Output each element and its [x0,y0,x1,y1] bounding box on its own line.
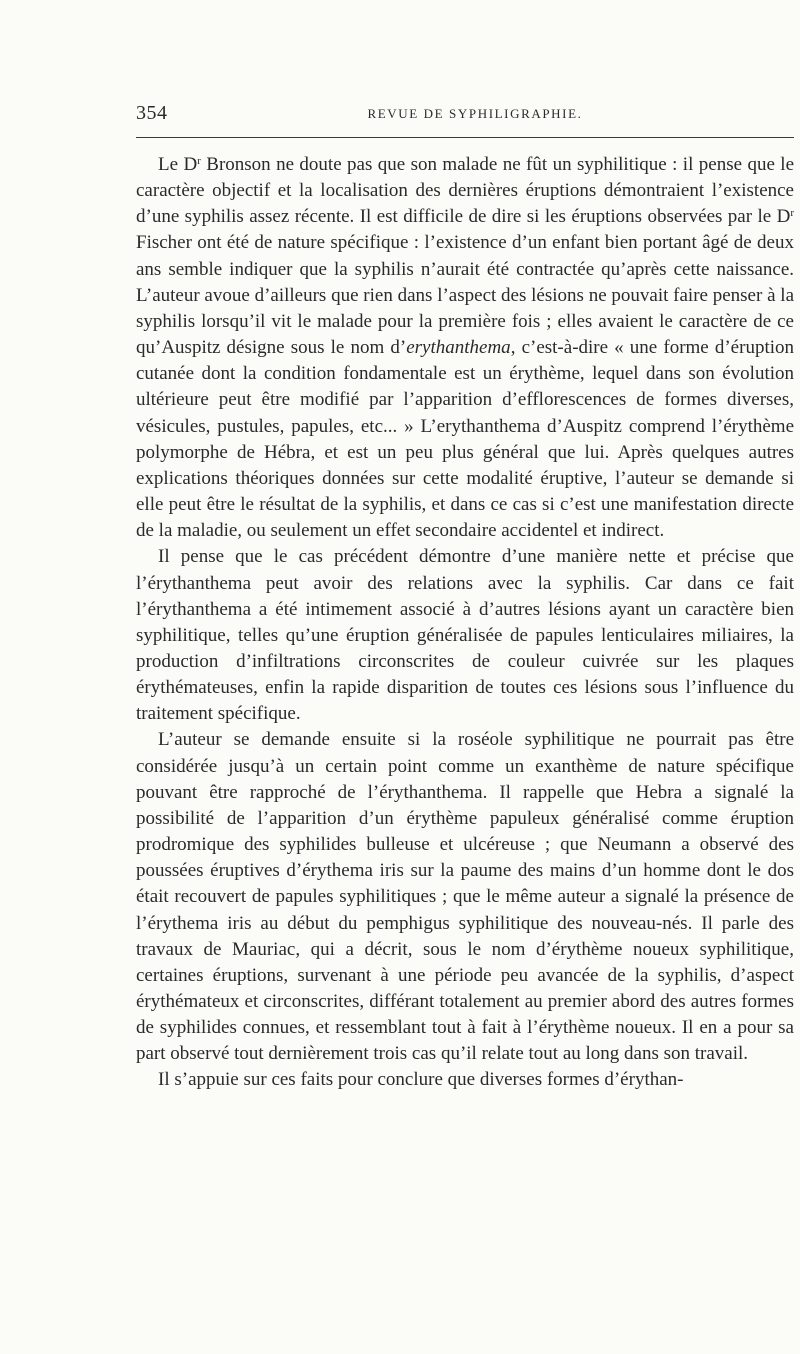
article-body [136,152,794,1094]
text-segment: Fischer ont été de nature spécifique : l’existence d’un enfant bien portant âgé de deux ans semble indiquer que la syphilis n’aurait été contractée qu’après cette naissance. L’auteur avoue d’ailleurs que rien dans l’aspect des lésions ne pouvait faire penser à la syphilis lorsqu’il vit le malade pour la première fois ; elles avaient le caractère de ce qu’Auspitz désigne sous le nom d’ [136,232,794,359]
italic-term: erythanthema [406,337,511,359]
header-rule [136,137,794,138]
superscript: r [790,207,794,220]
page-number: 354 [136,102,168,124]
paragraph-3: L’auteur se demande ensuite si la roséole syphilitique ne pourrait pas être considérée jusqu’à un certain point comme un exanthème de nature spécifique pouvant être rapproché de l’érythanthema. Il rappelle que Hebra a signalé la possibilité de l’apparition d’un érythème papuleux généralisé comme éruption prodromique des syphilides bulleuse et ulcéreuse ; que Neumann a observé des poussées éruptives d’érythema iris sur la paume des mains d’un homme dont le dos était recouvert de papules syphilitiques ; que le même auteur a signalé la présence de l’érythema iris au début du pemphigus syphilitique des nouveau-nés. Il parle des travaux de Mauriac, qui a décrit, sous le nom d’érythème noueux syphilitique, certaines éruptions, survenant à une période peu avancée de la syphilis, d’aspect érythémateux et circonscrites, différant totalement au premier abord des autres formes de syphilides connues, et ressemblant tout à fait à l’érythème noueux. Il en a pour sa part observé tout dernièrement trois cas qu’il relate tout au long dans son travail. [136,729,794,1065]
text-segment: Le D [158,154,198,175]
paragraph-4: Il s’appuie sur ces faits pour conclure que diverses formes d’érythan- [158,1069,684,1091]
paragraph-1 [136,152,794,544]
text-segment: , c’est-à-dire « une forme d’éruption cutanée dont la condition fondamentale est un érythème, lequel dans son évolution ultérieure peut être modifié par l’apparition d’efflorescences de formes diverses, vésicules, pustules, papules, etc... » L’erythanthema d’Auspitz comprend l’érythème polymorphe de Hébra, et est un peu plus général que lui. Après quelques autres explications théoriques données sur cette modalité éruptive, l’auteur se demande si elle peut être le résultat de la syphilis, et dans ce cas si c’est une manifestation directe de la maladie, ou seulement un effet secondaire accidentel et indirect. [136,337,794,542]
superscript: r [197,155,201,167]
paragraph-2: Il pense que le cas précédent démontre d’une manière nette et précise que l’érythanthema peut avoir des relations avec la syphilis. Car dans ce fait l’érythanthema a été intimement associé à d’autres lésions ayant un caractère bien syphilitique, telles qu’une éruption généralisée de papules lenticulaires miliaires, la production d’infiltrations circonscrites de couleur cuivrée sur les plaques érythémateuses, enfin la rapide disparition de toutes ces lésions sous l’influence du traitement spécifique. [136,546,794,725]
journal-title: REVUE DE SYPHILIGRAPHIE. [367,106,583,121]
running-head [136,100,794,124]
text-segment: Bronson ne doute pas que son malade ne fût un syphilitique : il pense que le caractère objectif et la localisation des dernières éruptions démontraient l’existence d’une syphilis assez récente. Il est difficile de dire si les éruptions observées par le D [136,154,794,228]
